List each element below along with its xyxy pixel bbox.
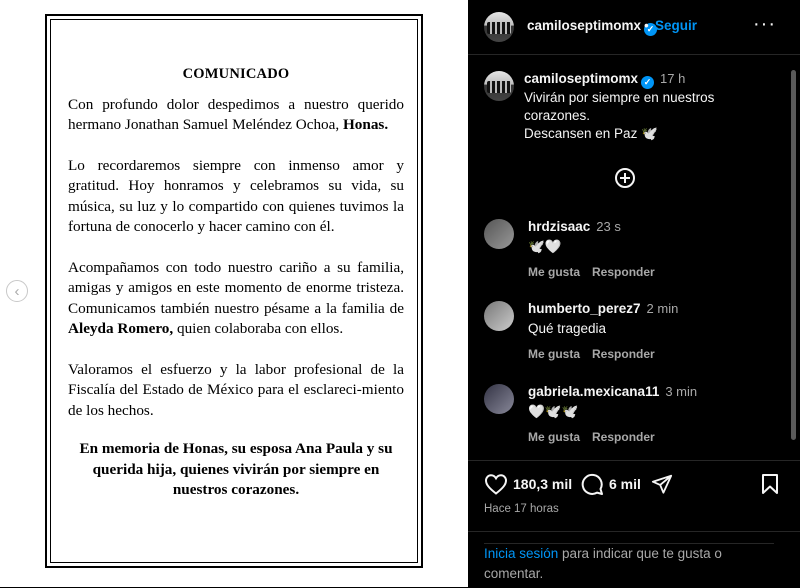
statement-document: [68, 64, 404, 521]
share-icon[interactable]: [651, 473, 673, 495]
reply-button[interactable]: Responder: [592, 265, 655, 279]
document-paragraph-1: Con profundo dolor despedimos a nuestro querido hermano Jonathan Samuel Meléndez Ochoa, Honas.: [68, 95, 404, 133]
reply-button[interactable]: Responder: [592, 347, 655, 361]
avatar[interactable]: [484, 301, 514, 331]
comment-icon[interactable]: [580, 472, 604, 496]
previous-post-button[interactable]: [6, 280, 28, 302]
comments-count: 6 mil: [609, 476, 641, 492]
comment-item: hrdzisaac 23 s 🕊️🤍 Me gusta Responder: [468, 219, 800, 299]
avatar[interactable]: [484, 219, 514, 249]
like-comment-button[interactable]: Me gusta: [528, 347, 581, 361]
document-title: COMUNICADO: [182, 66, 290, 82]
like-comment-button[interactable]: Me gusta: [528, 430, 581, 444]
chevron-left-icon: ‹: [14, 282, 20, 300]
like-comment-button[interactable]: Me gusta: [528, 265, 581, 279]
comments-area[interactable]: [468, 55, 800, 460]
reply-button[interactable]: Responder: [592, 430, 655, 444]
header-username[interactable]: camiloseptimomx ✓: [527, 18, 657, 36]
avatar[interactable]: [484, 12, 514, 42]
document-paragraph-3: Acompañamos con todo nuestro cariño a su familia, amigas y amigos en este momento de enorme tristeza. Comunicamos también nuestro pésame a la familia de Aleyda Romero, quien colaboraba con ellos.: [68, 258, 404, 337]
likes-count: 180,3 mil: [513, 476, 573, 492]
more-options-icon[interactable]: ···: [753, 13, 776, 35]
avatar[interactable]: [484, 384, 514, 414]
post-actions: [468, 460, 800, 588]
verified-icon: ✓: [644, 23, 657, 36]
comment-item: humberto_perez7 2 min Qué tragedia Me gusta Responder: [468, 301, 800, 381]
document-paragraph-2: Lo recordaremos siempre con inmenso amor y gratitud. Hoy honramos y celebramos su vida, su música, su luz y lo compartido con quienes tuvimos la fortuna de conocerlo y hacer camino con él.: [68, 156, 404, 235]
caption-username[interactable]: camiloseptimomx ✓ 17 h: [524, 71, 686, 87]
login-link[interactable]: Inicia sesión: [484, 546, 559, 561]
save-icon[interactable]: [760, 473, 780, 495]
comment-item: gabriela.mexicana11 3 min 🤍🕊️🕊️ Me gusta Responder: [468, 384, 800, 460]
verified-icon: ✓: [641, 76, 654, 89]
post-header: camiloseptimomx ✓ • Seguir ···: [468, 0, 800, 55]
heart-icon[interactable]: [484, 473, 508, 495]
scrollbar[interactable]: [790, 60, 798, 455]
avatar[interactable]: [484, 71, 514, 101]
follow-button[interactable]: Seguir: [655, 18, 698, 33]
post-sidebar: [468, 0, 800, 587]
caption-text: Vivirán por siempre en nuestros corazones. Descansen en Paz 🕊️: [524, 90, 715, 141]
load-more-comments-icon[interactable]: [615, 168, 635, 188]
document-paragraph-5: En memoria de Honas, su esposa Ana Paula y su querida hija, quienes vivirán por siempre en nuestros corazones.: [79, 440, 393, 498]
document-paragraph-4: Valoramos el esfuerzo y la labor profesional de la Fiscalía del Estado de México para el esclareci-miento de los hechos.: [68, 360, 404, 419]
login-prompt: Inicia sesión para indicar que te gusta o comentar.: [484, 543, 774, 584]
post-time: Hace 17 horas: [484, 503, 559, 515]
